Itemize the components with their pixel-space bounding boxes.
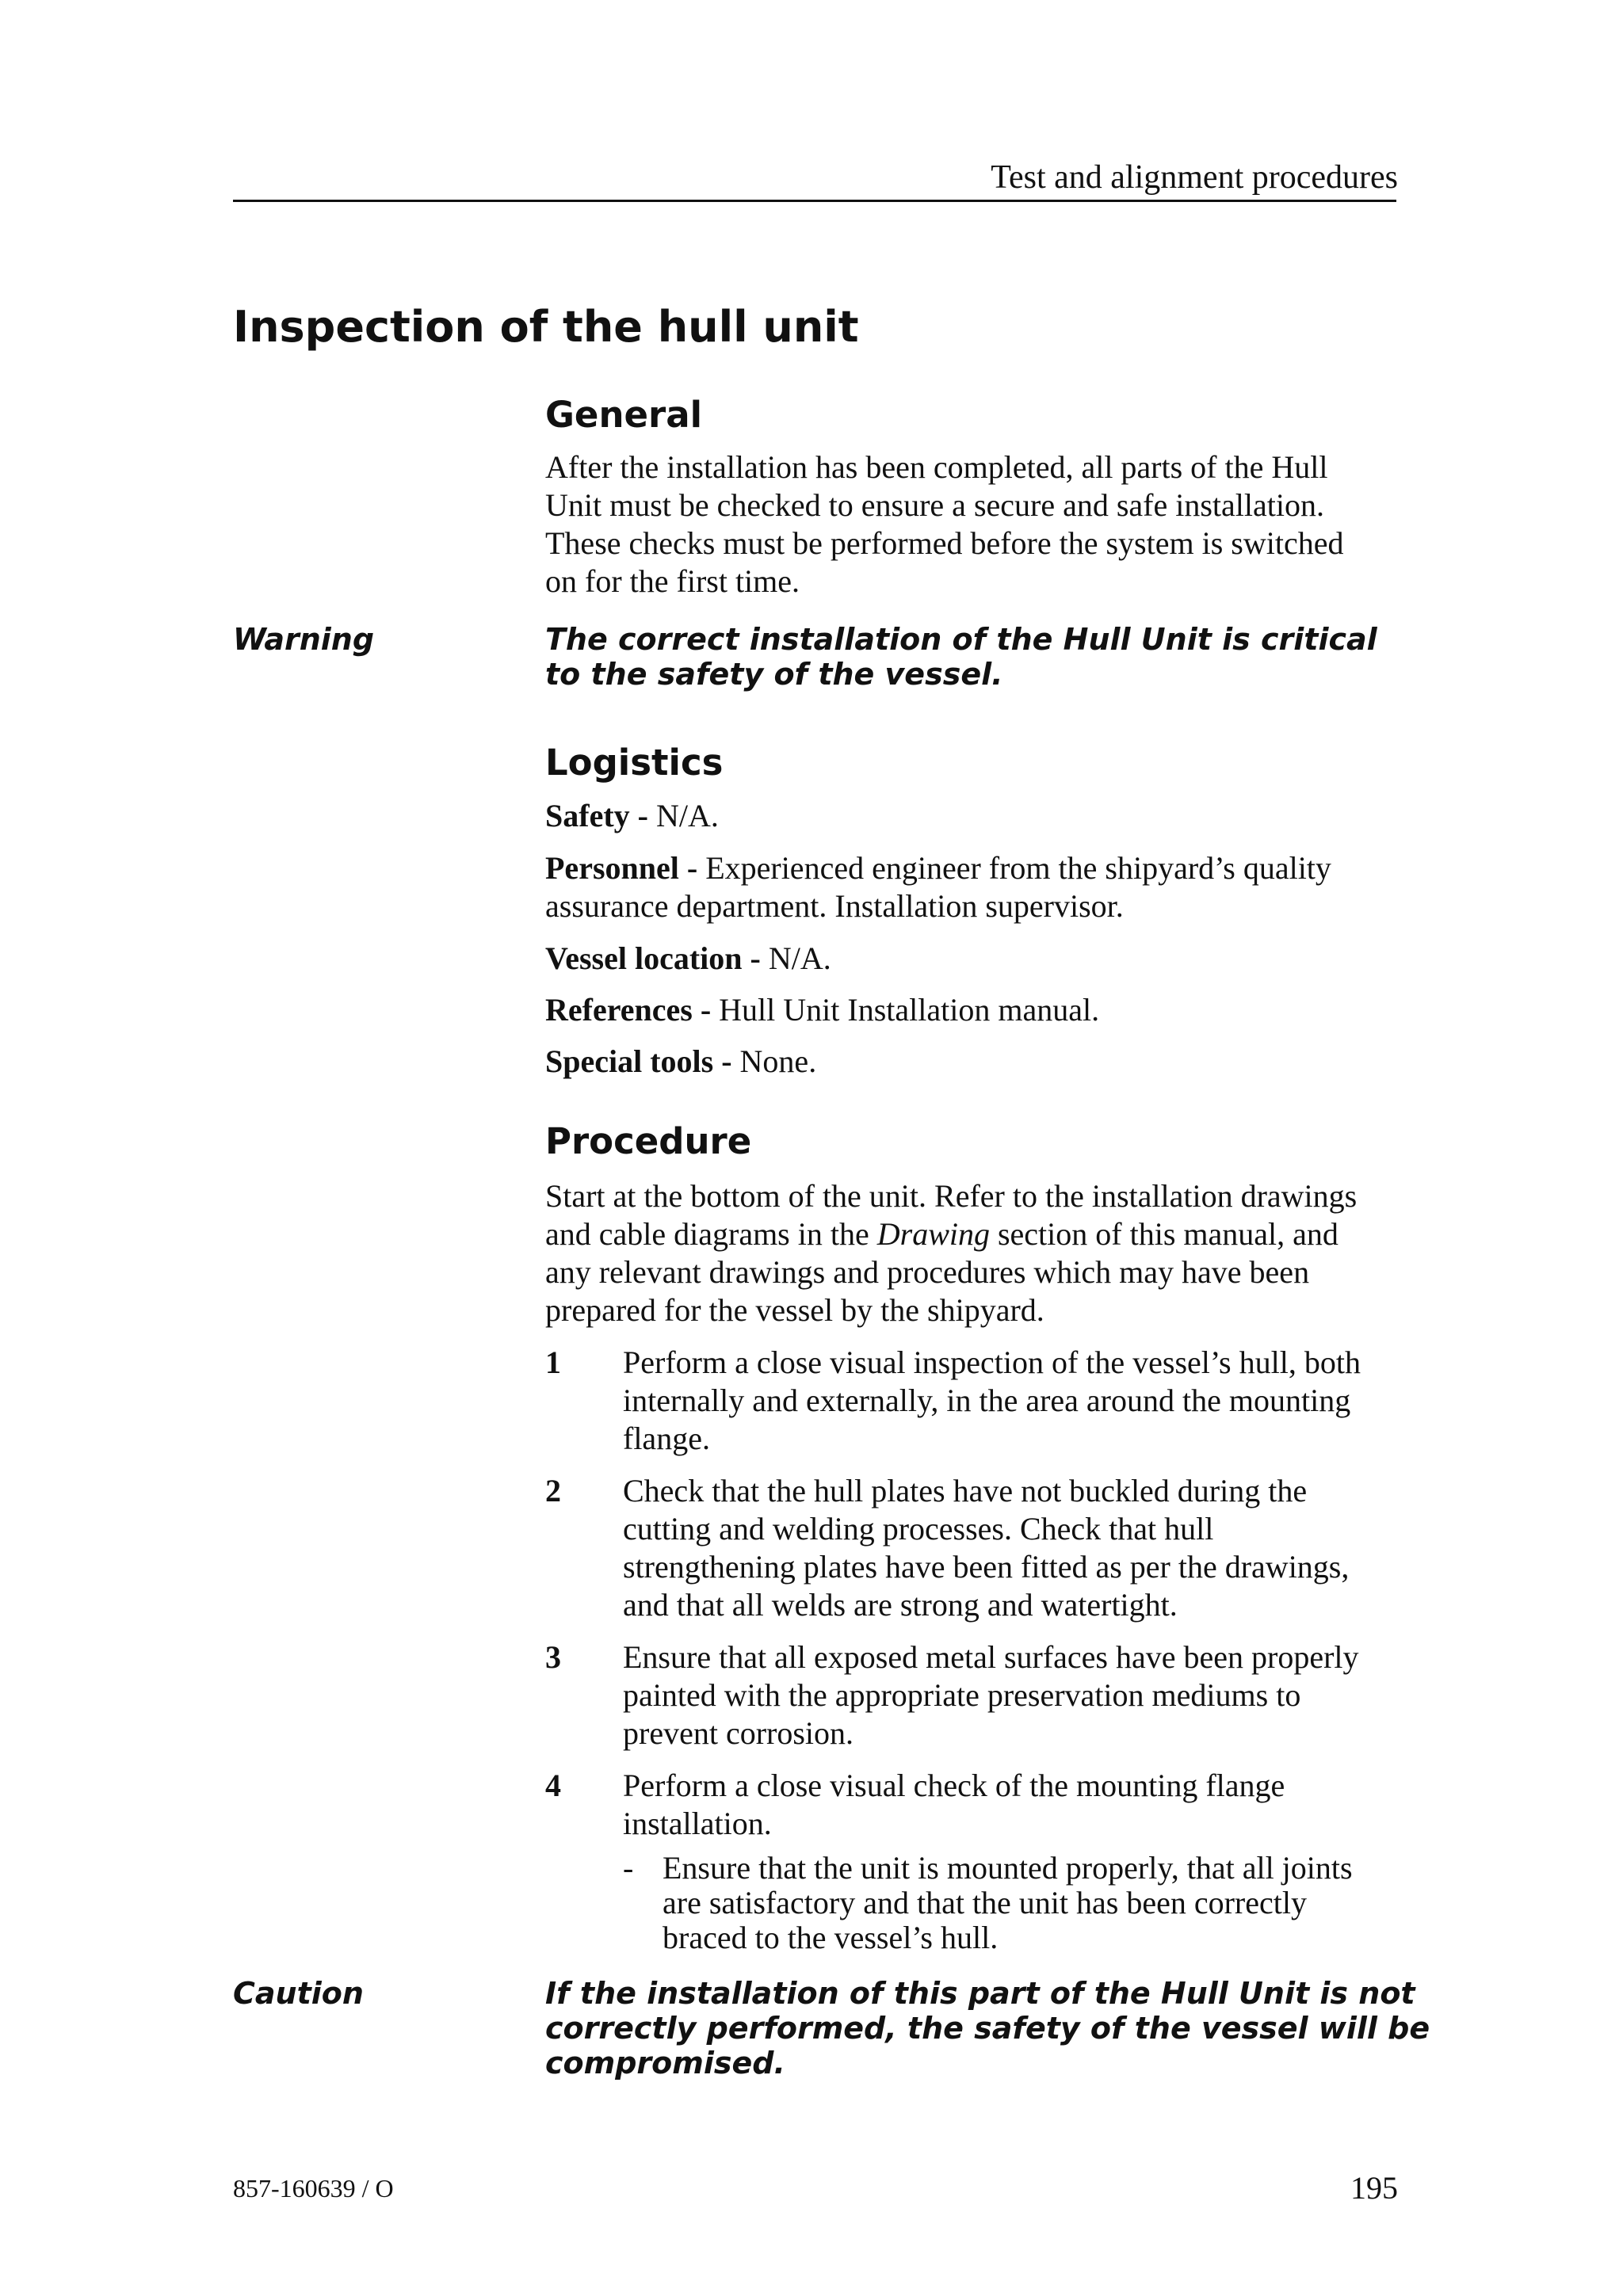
logistics-personnel bbox=[545, 849, 1401, 925]
step-number: 4 bbox=[545, 1768, 561, 1803]
general-heading: General bbox=[545, 394, 702, 436]
caution-label: Caution bbox=[233, 1976, 364, 2011]
logistics-vessel-location bbox=[545, 940, 1401, 978]
general-line: After the installation has been completed, all parts of the Hull bbox=[545, 449, 1328, 485]
warning-text bbox=[545, 622, 1401, 692]
procedure-intro-line bbox=[545, 1215, 1401, 1253]
procedure-intro-text: section of this manual, and bbox=[989, 1216, 1338, 1252]
vessel-location-label: Vessel location - bbox=[545, 940, 761, 976]
procedure-intro-line: prepared for the vessel by the shipyard. bbox=[545, 1292, 1044, 1328]
safety-value: N/A. bbox=[647, 798, 719, 833]
step-number: 1 bbox=[545, 1344, 561, 1380]
logistics-references bbox=[545, 991, 1401, 1029]
procedure-intro-text: and cable diagrams in the bbox=[545, 1216, 877, 1252]
vessel-location-value: N/A. bbox=[760, 940, 831, 976]
substep-line: Ensure that the unit is mounted properly, that all joints bbox=[663, 1850, 1353, 1886]
step-line: and that all welds are strong and watertight. bbox=[623, 1587, 1178, 1623]
page-title: Inspection of the hull unit bbox=[233, 302, 859, 352]
general-line: Unit must be checked to ensure a secure and safe installation. bbox=[545, 487, 1324, 523]
special-tools-value: None. bbox=[731, 1043, 817, 1079]
step-line: cutting and welding processes. Check that hull bbox=[623, 1511, 1214, 1547]
logistics-special-tools bbox=[545, 1043, 1401, 1081]
procedure-intro-line: Start at the bottom of the unit. Refer to the installation drawings bbox=[545, 1178, 1358, 1214]
warning-line: to the safety of the vessel. bbox=[545, 657, 1003, 692]
general-line: These checks must be performed before the system is switched bbox=[545, 525, 1344, 561]
step-text bbox=[623, 1472, 1407, 1624]
step-text bbox=[623, 1344, 1407, 1458]
step-text bbox=[623, 1767, 1407, 1843]
general-line: on for the first time. bbox=[545, 563, 800, 599]
step-line: flange. bbox=[623, 1421, 710, 1456]
substep-dash: - bbox=[623, 1850, 634, 1886]
running-header: Test and alignment procedures bbox=[991, 159, 1398, 196]
procedure-heading: Procedure bbox=[545, 1120, 752, 1162]
substep-line: are satisfactory and that the unit has been correctly bbox=[663, 1885, 1307, 1920]
step-line: installation. bbox=[623, 1806, 772, 1841]
personnel-label: Personnel - bbox=[545, 850, 698, 886]
references-label: References - bbox=[545, 992, 712, 1028]
caution-text bbox=[545, 1976, 1430, 2081]
safety-label: Safety - bbox=[545, 798, 648, 833]
step-line: prevent corrosion. bbox=[623, 1715, 854, 1751]
personnel-line2: assurance department. Installation supervisor. bbox=[545, 888, 1124, 924]
general-paragraph bbox=[545, 448, 1401, 601]
logistics-safety bbox=[545, 797, 1401, 835]
logistics-heading: Logistics bbox=[545, 742, 724, 784]
personnel-value: Experienced engineer from the shipyard’s quality bbox=[697, 850, 1331, 886]
procedure-intro-line: any relevant drawings and procedures which may have been bbox=[545, 1254, 1310, 1290]
header-rule bbox=[233, 200, 1396, 202]
step-line: internally and externally, in the area around the mounting bbox=[623, 1383, 1351, 1418]
references-value: Hull Unit Installation manual. bbox=[711, 992, 1100, 1028]
caution-line: correctly performed, the safety of the vessel will be bbox=[545, 2011, 1430, 2046]
step-line: Check that the hull plates have not buckled during the bbox=[623, 1473, 1308, 1508]
caution-line: compromised. bbox=[545, 2046, 785, 2081]
step-number: 2 bbox=[545, 1473, 561, 1508]
warning-label: Warning bbox=[233, 622, 375, 657]
drawing-emphasis: Drawing bbox=[876, 1216, 990, 1252]
page-number: 195 bbox=[1350, 2170, 1398, 2206]
step-line: painted with the appropriate preservation mediums to bbox=[623, 1677, 1301, 1713]
step-line: Ensure that all exposed metal surfaces have been properly bbox=[623, 1639, 1359, 1675]
warning-line: The correct installation of the Hull Unit is critical bbox=[545, 622, 1377, 657]
step-line: strengthening plates have been fitted as per the drawings, bbox=[623, 1549, 1350, 1585]
special-tools-label: Special tools - bbox=[545, 1043, 732, 1079]
substep-text bbox=[663, 1851, 1353, 1955]
step-number: 3 bbox=[545, 1639, 561, 1675]
step-line: Perform a close visual check of the mounting flange bbox=[623, 1768, 1285, 1803]
document-number: 857-160639 / O bbox=[233, 2174, 394, 2203]
step-line: Perform a close visual inspection of the vessel’s hull, both bbox=[623, 1344, 1361, 1380]
step-text bbox=[623, 1638, 1407, 1753]
caution-line: If the installation of this part of the Hull Unit is not bbox=[545, 1976, 1415, 2011]
procedure-intro bbox=[545, 1177, 1401, 1329]
substep-line: braced to the vessel’s hull. bbox=[663, 1920, 999, 1955]
